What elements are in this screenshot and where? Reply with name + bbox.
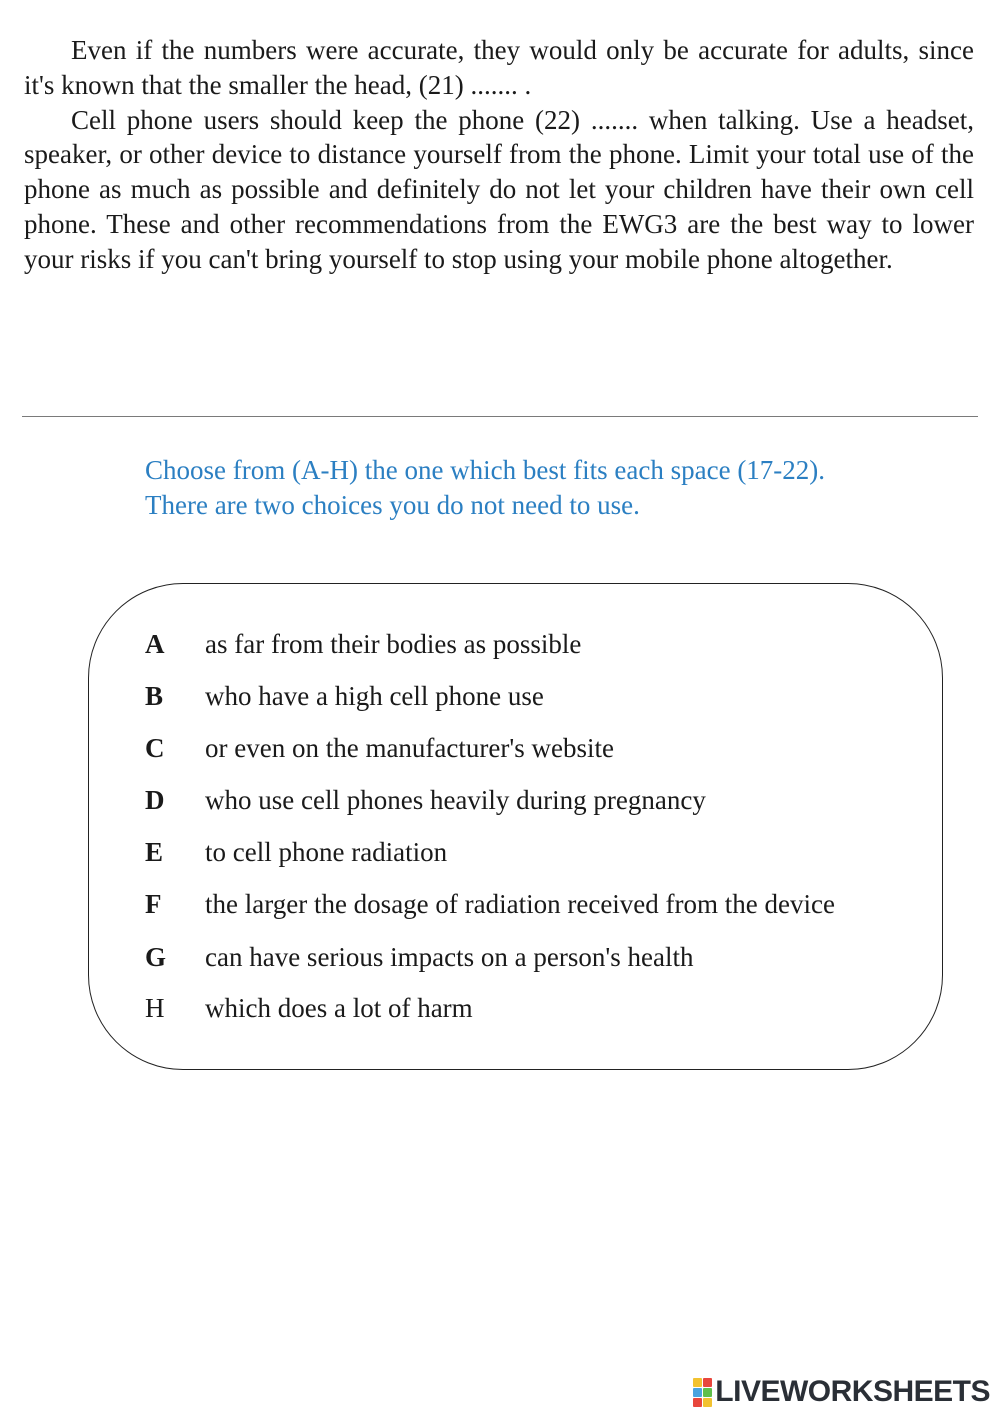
option-text: which does a lot of harm xyxy=(205,993,473,1023)
option-letter: H xyxy=(145,993,165,1023)
option-text: or even on the manufacturer's website xyxy=(205,733,614,763)
brand-name: LIVEWORKSHEETS xyxy=(715,1375,990,1408)
passage-paragraph: Cell phone users should keep the phone (22) ....... when talking. Use a headset, speaker, or other device to distance yourself from the phone. Limit your total use of the phone as much as possible and definitely do not let your children have their own cell phone. These and other recommendations from the EWG3 are the best way to lower your risks if you can't bring yourself to stop using your mobile phone altogether. xyxy=(24,104,974,274)
liveworksheets-logo xyxy=(693,1375,990,1409)
option-text: can have serious impacts on a person's health xyxy=(205,942,694,972)
instructions-line-1: Choose from (A-H) the one which best fits each space (17-22). xyxy=(145,455,826,485)
option-letter: F xyxy=(145,889,162,919)
option-e xyxy=(145,835,447,869)
option-letter: G xyxy=(145,942,167,972)
option-d xyxy=(145,783,706,817)
option-text: to cell phone radiation xyxy=(205,837,448,867)
option-h xyxy=(145,991,473,1025)
option-letter: C xyxy=(145,733,165,763)
option-text: who use cell phones heavily during pregnancy xyxy=(205,785,706,815)
reading-passage xyxy=(24,33,974,277)
option-letter: D xyxy=(145,785,165,815)
option-b xyxy=(145,679,544,713)
option-c xyxy=(145,731,614,765)
option-text: who have a high cell phone use xyxy=(205,681,544,711)
task-instructions xyxy=(145,453,965,523)
option-text: as far from their bodies as possible xyxy=(205,629,582,659)
liveworksheets-logo-icon xyxy=(693,1378,712,1407)
option-f xyxy=(145,887,835,921)
option-letter: E xyxy=(145,837,164,867)
passage-paragraph: Even if the numbers were accurate, they would only be accurate for adults, since it's known that the smaller the head, (21) ....... . xyxy=(24,35,974,100)
option-letter: A xyxy=(145,629,165,659)
option-a xyxy=(145,627,581,661)
section-divider xyxy=(22,416,978,417)
instructions-line-2: There are two choices you do not need to use. xyxy=(145,490,640,520)
option-text: the larger the dosage of radiation received from the device xyxy=(205,889,835,919)
option-g xyxy=(145,940,693,974)
option-letter: B xyxy=(145,681,164,711)
